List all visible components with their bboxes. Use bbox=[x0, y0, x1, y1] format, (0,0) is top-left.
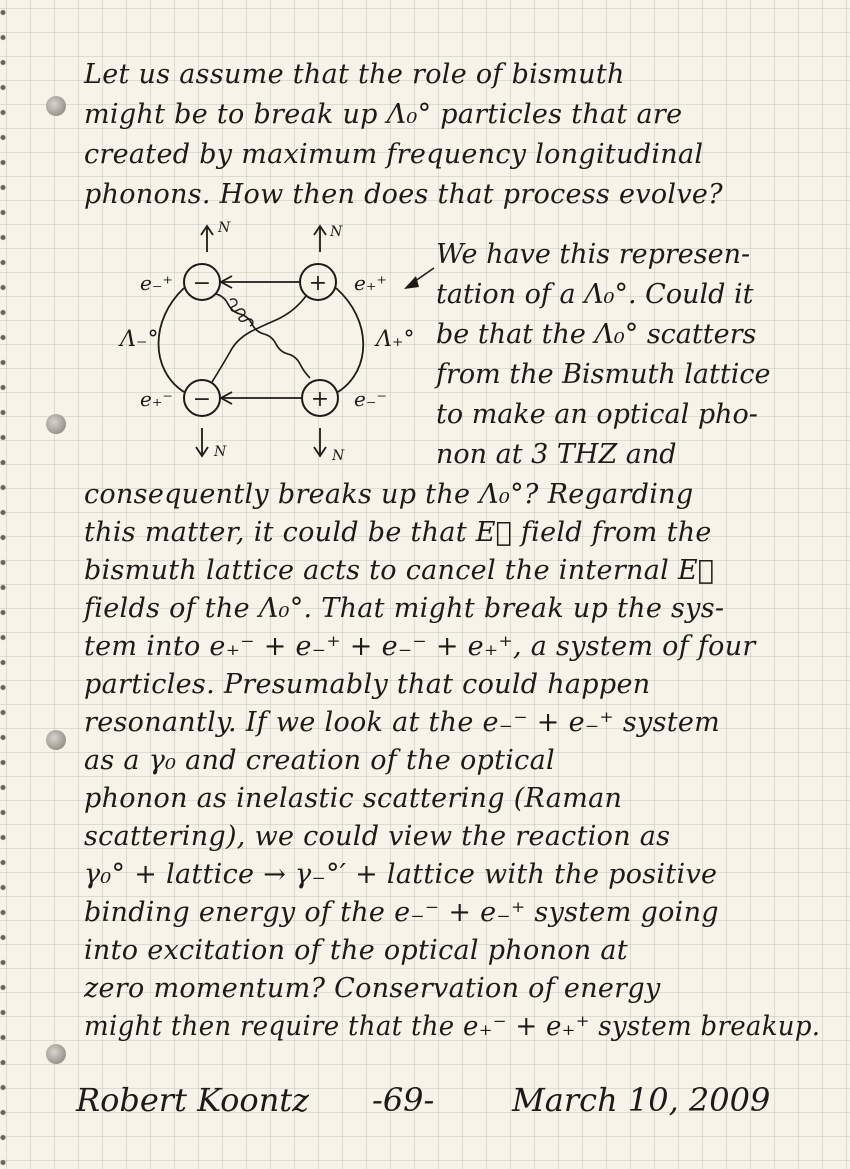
plus-sign: + bbox=[310, 387, 330, 412]
minus-sign: − bbox=[192, 387, 212, 412]
diagram-svg bbox=[110, 210, 430, 480]
entry-date: March 10, 2009 bbox=[512, 1081, 771, 1119]
minus-sign: − bbox=[192, 271, 212, 296]
south-label-left: N bbox=[214, 444, 227, 460]
text-line: tem into e₊⁻ + e₋⁺ + e₋⁻ + e₊⁺, a system of four bbox=[84, 631, 756, 662]
plus-sign: + bbox=[308, 271, 328, 296]
side-text-line: from the Bismuth lattice bbox=[436, 359, 771, 390]
side-text-line: be that the Λ₀° scatters bbox=[436, 319, 757, 350]
label-lambda-right: Λ₊° bbox=[376, 327, 415, 352]
north-arrow-right bbox=[314, 226, 326, 252]
pointer-arrow bbox=[404, 268, 434, 289]
punch-hole bbox=[46, 96, 66, 116]
lambda-particle-diagram bbox=[110, 210, 430, 480]
author-signature: Robert Koontz bbox=[76, 1081, 310, 1119]
south-arrow-right bbox=[314, 428, 326, 456]
south-arrow-left bbox=[196, 428, 208, 456]
text-line: fields of the Λ₀°. That might break up the sys- bbox=[84, 593, 725, 624]
text-line: phonons. How then does that process evolve? bbox=[84, 179, 723, 210]
north-label-left: N bbox=[218, 220, 231, 236]
arc-left bbox=[159, 288, 185, 392]
label-e-top-right: e₊⁺ bbox=[354, 271, 387, 295]
page-number: -69- bbox=[372, 1081, 435, 1119]
text-line: particles. Presumably that could happen bbox=[84, 669, 651, 700]
punch-hole bbox=[46, 730, 66, 750]
side-text-line: We have this represen- bbox=[436, 239, 751, 270]
text-line: consequently breaks up the Λ₀°? Regarding bbox=[84, 479, 694, 510]
label-e-bottom-right: e₋⁻ bbox=[354, 387, 387, 411]
text-line: phonon as inelastic scattering (Raman bbox=[84, 783, 623, 814]
label-e-bottom-left: e₊⁻ bbox=[140, 387, 173, 411]
arrow-bottom bbox=[221, 392, 302, 404]
label-e-top-left: e₋⁺ bbox=[140, 271, 173, 295]
side-text-line: tation of a Λ₀°. Could it bbox=[436, 279, 754, 310]
side-text-line: to make an optical pho- bbox=[436, 399, 758, 430]
text-line: might be to break up Λ₀° particles that are bbox=[84, 99, 683, 130]
text-line: γ₀° + lattice → γ₋°′ + lattice with the positive bbox=[84, 859, 718, 890]
north-label-right: N bbox=[330, 224, 343, 240]
punch-hole bbox=[46, 414, 66, 434]
side-text-line: non at 3 THZ and bbox=[436, 439, 677, 470]
text-line: scattering), we could view the reaction as bbox=[84, 821, 671, 852]
label-lambda-left: Λ₋° bbox=[120, 327, 159, 352]
text-line: this matter, it could be that E⃗ field from the bbox=[84, 517, 712, 548]
photon-coil bbox=[230, 299, 253, 326]
north-arrow-left bbox=[201, 226, 213, 252]
text-line: resonantly. If we look at the e₋⁻ + e₋⁺ system bbox=[84, 707, 721, 738]
spiral-binding bbox=[0, 0, 12, 1169]
arrow-top bbox=[221, 276, 300, 288]
south-label-right: N bbox=[332, 448, 345, 464]
photon-line-diagonal bbox=[212, 296, 306, 382]
text-line: into excitation of the optical phonon at bbox=[84, 935, 628, 966]
arc-right bbox=[336, 288, 363, 392]
punch-hole bbox=[46, 1044, 66, 1064]
text-line: might then require that the e₊⁻ + e₊⁺ system breakup. bbox=[84, 1011, 821, 1042]
text-line: as a γ₀ and creation of the optical bbox=[84, 745, 555, 776]
text-line: bismuth lattice acts to cancel the internal E⃗ bbox=[84, 555, 715, 586]
text-line: created by maximum frequency longitudinal bbox=[84, 139, 704, 170]
text-line: Let us assume that the role of bismuth bbox=[84, 59, 625, 90]
text-line: binding energy of the e₋⁻ + e₋⁺ system going bbox=[84, 897, 719, 928]
text-line: zero momentum? Conservation of energy bbox=[84, 973, 661, 1004]
